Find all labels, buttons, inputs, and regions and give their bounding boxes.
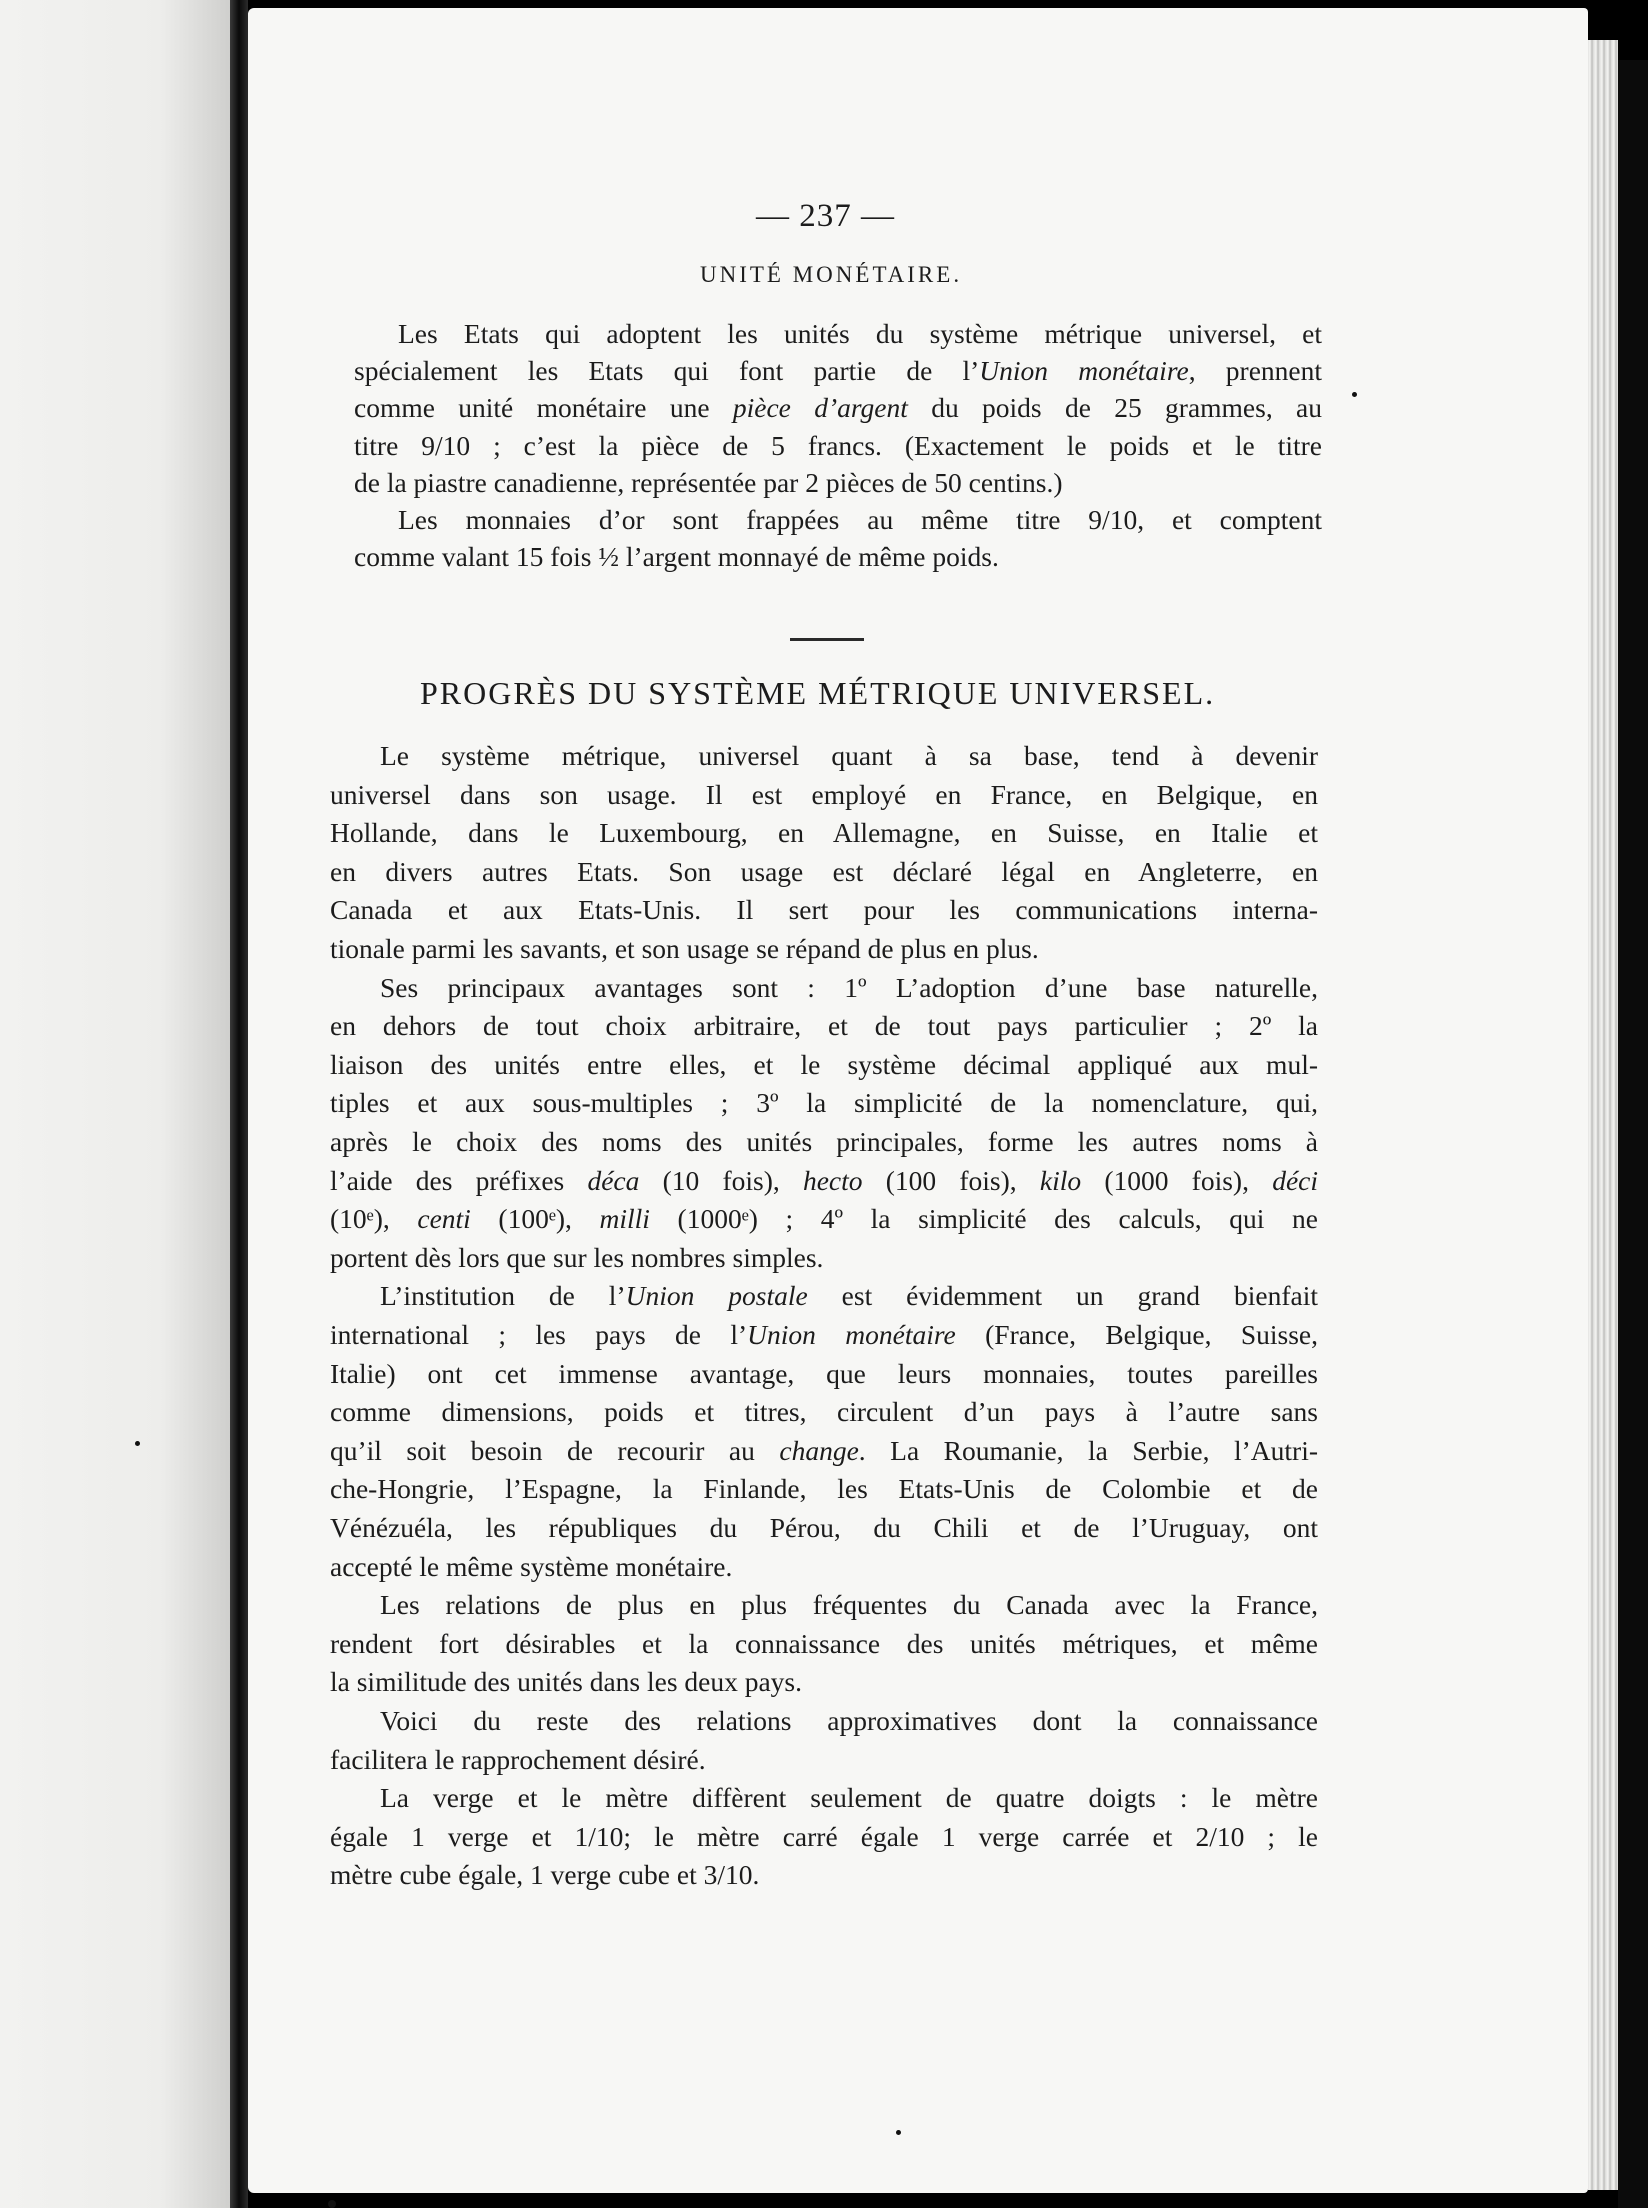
text-line: tionale parmi les savants, et son usage se répand de plus en plus. [330, 933, 1039, 964]
print-speck [328, 2200, 336, 2208]
section-divider [790, 638, 864, 641]
text-line: la similitude des unités dans les deux pays. [330, 1666, 803, 1698]
text-line: che-Hongrie, l’Espagne, la Finlande, les Etats-Unis de Colombie et de [330, 1473, 1318, 1505]
print-speck [1352, 392, 1357, 397]
text-line: Canada et aux Etats-Unis. Il sert pour les communications interna- [330, 894, 1318, 926]
text-line: de la piastre canadienne, représentée par 2 pièces de 50 centins.) [354, 466, 1063, 498]
text-line: facilitera le rapprochement désiré. [330, 1743, 706, 1775]
text-line: tiples et aux sous-multiples ; 3º la simplicité de la nomenclature, qui, [330, 1087, 1318, 1119]
text-line: comme valant 15 fois ½ l’argent monnayé de même poids. [354, 541, 999, 573]
page-stack-edge [1588, 40, 1618, 2190]
text-line: Le système métrique, universel quant à sa base, tend à devenir [380, 740, 1318, 771]
text-line: accepté le même système monétaire. [330, 1550, 733, 1582]
text-line: qu’il soit besoin de recourir au change. La Roumanie, la Serbie, l’Autri- [330, 1434, 1318, 1466]
text-line: international ; les pays de l’Union monétaire (France, Belgique, Suisse, [330, 1319, 1319, 1350]
text-line: Les relations de plus en plus fréquentes du Canada avec la France, [380, 1589, 1318, 1621]
text-line: après le choix des noms des unités principales, forme les autres noms à [330, 1126, 1318, 1157]
page-number: — 237 — [756, 198, 895, 234]
text-line: Vénézuéla, les républiques du Pérou, du Chili et de l’Uruguay, ont [330, 1512, 1318, 1543]
text-line: portent dès lors que sur les nombres simples. [330, 1241, 824, 1273]
text-line: mètre cube égale, 1 verge cube et 3/10. [330, 1859, 760, 1891]
text-line: rendent fort désirables et la connaissance des unités métriques, et même [330, 1627, 1318, 1659]
text-line: (10ᵉ), centi (100ᵉ), milli (1000ᵉ) ; 4º la simplicité des calculs, qui ne [330, 1203, 1318, 1235]
print-speck [896, 2130, 901, 2135]
text-line: liaison des unités entre elles, et le système décimal appliqué aux mul- [330, 1048, 1318, 1080]
text-line: Hollande, dans le Luxembourg, en Allemagne, en Suisse, en Italie et [330, 817, 1318, 849]
text-line: l’aide des préfixes déca (10 fois), hecto (100 fois), kilo (1000 fois), déci [330, 1164, 1318, 1196]
text-line: comme dimensions, poids et titres, circulent d’un pays à l’autre sans [330, 1396, 1318, 1428]
text-line: Voici du reste des relations approximatives dont la connaissance [380, 1705, 1318, 1736]
text-line: La verge et le mètre diffèrent seulement de quatre doigts : le mètre [380, 1782, 1318, 1814]
text-line: en dehors de tout choix arbitraire, et de tout pays particulier ; 2º la [330, 1010, 1318, 1042]
text-line: en divers autres Etats. Son usage est déclaré légal en Angleterre, en [330, 855, 1318, 887]
print-speck [135, 1441, 140, 1446]
section-title-progres: PROGRÈS DU SYSTÈME MÉTRIQUE UNIVERSEL. [420, 675, 1216, 711]
text-line: Les Etats qui adoptent les unités du système métrique universel, et [398, 318, 1322, 349]
text-line: titre 9/10 ; c’est la pièce de 5 francs. (Exactement le poids et le titre [354, 429, 1322, 461]
text-line: Italie) ont cet immense avantage, que leurs monnaies, toutes pareilles [330, 1357, 1318, 1389]
text-line: Ses principaux avantages sont : 1º L’adoption d’une base naturelle, [380, 971, 1318, 1003]
section-title-unite-monetaire: UNITÉ MONÉTAIRE. [700, 262, 963, 287]
text-line: Les monnaies d’or sont frappées au même titre 9/10, et comptent [398, 504, 1322, 535]
text-line: L’institution de l’Union postale est évidemment un grand bienfait [380, 1280, 1318, 1312]
facing-page-left [0, 0, 230, 2208]
text-line: universel dans son usage. Il est employé en France, en Belgique, en [330, 778, 1318, 810]
book-gutter [230, 0, 248, 2208]
background-edge [1618, 60, 1648, 2208]
text-line: comme unité monétaire une pièce d’argent du poids de 25 grammes, au [354, 392, 1322, 424]
text-line: égale 1 verge et 1/10; le mètre carré égale 1 verge carrée et 2/10 ; le [330, 1820, 1318, 1852]
text-line: spécialement les Etats qui font partie de l’Union monétaire, prennent [354, 355, 1323, 387]
